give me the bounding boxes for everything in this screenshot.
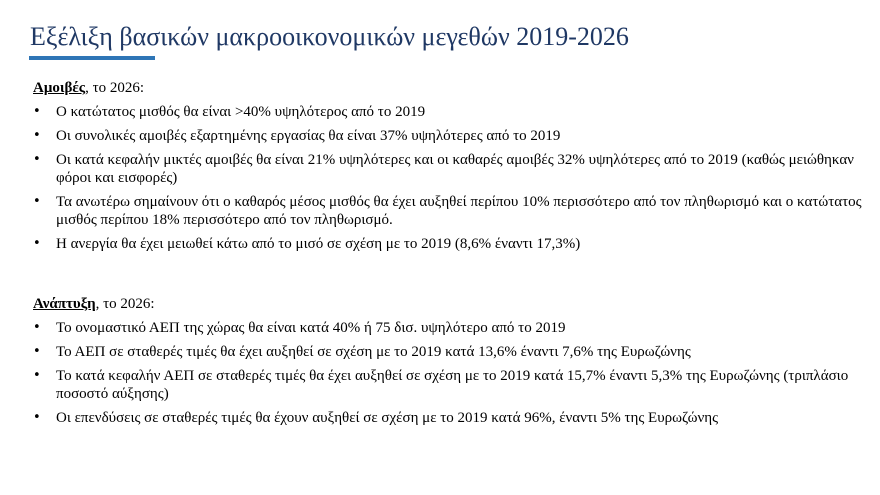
bullet-list (33, 103, 863, 253)
section-heading (33, 295, 863, 313)
bullet-item: • Το κατά κεφαλήν ΑΕΠ σε σταθερές τιμές θα έχει αυξηθεί σε σχέση με το 2019 κατά 15,7% έναντι 5,3% της Ευρωζώνης (τριπλάσιο ποσοστό αύξησης) (33, 367, 863, 403)
bullet-item: • Το ΑΕΠ σε σταθερές τιμές θα έχει αυξηθεί σε σχέση με το 2019 κατά 13,6% έναντι 7,6% της Ευρωζώνης (33, 343, 863, 361)
bullet-item: • Ο κατώτατος μισθός θα είναι >40% υψηλότερος από το 2019 (33, 103, 863, 121)
bullet-item: • Οι συνολικές αμοιβές εξαρτημένης εργασίας θα είναι 37% υψηλότερες από το 2019 (33, 127, 863, 145)
section-heading-suffix: , το 2026: (95, 296, 155, 312)
section-wages (33, 79, 863, 259)
section-heading-suffix: , το 2026: (85, 80, 145, 96)
bullet-item: • Το ονομαστικό ΑΕΠ της χώρας θα είναι κατά 40% ή 75 δισ. υψηλότερο από το 2019 (33, 319, 863, 337)
bullet-item: • Οι επενδύσεις σε σταθερές τιμές θα έχουν αυξηθεί σε σχέση με το 2019 κατά 96%, έναντι 5% της Ευρωζώνης (33, 409, 863, 427)
title-accent-bar (29, 56, 155, 60)
section-heading (33, 79, 863, 97)
slide-title: Εξέλιξη βασικών μακροοικονομικών μεγεθών 2019-2026 (30, 22, 629, 51)
section-keyword: Αμοιβές (33, 80, 86, 96)
bullet-item: • Οι κατά κεφαλήν μικτές αμοιβές θα είναι 21% υψηλότερες και οι καθαρές αμοιβές 32% υψηλότερες από το 2019 (καθώς μειώθηκαν φόροι και εισφορές) (33, 151, 863, 187)
section-growth (33, 295, 863, 433)
bullet-item: • Τα ανωτέρω σημαίνουν ότι ο καθαρός μέσος μισθός θα έχει αυξηθεί περίπου 10% περισσότερο από τον πληθωρισμό και ο κατώτατος μισθός περίπου 18% περισσότερο από τον πληθωρισμό. (33, 193, 863, 229)
section-keyword: Ανάπτυξη (33, 296, 96, 312)
bullet-list (33, 319, 863, 427)
bullet-item: • Η ανεργία θα έχει μειωθεί κάτω από το μισό σε σχέση με το 2019 (8,6% έναντι 17,3%) (33, 235, 863, 253)
